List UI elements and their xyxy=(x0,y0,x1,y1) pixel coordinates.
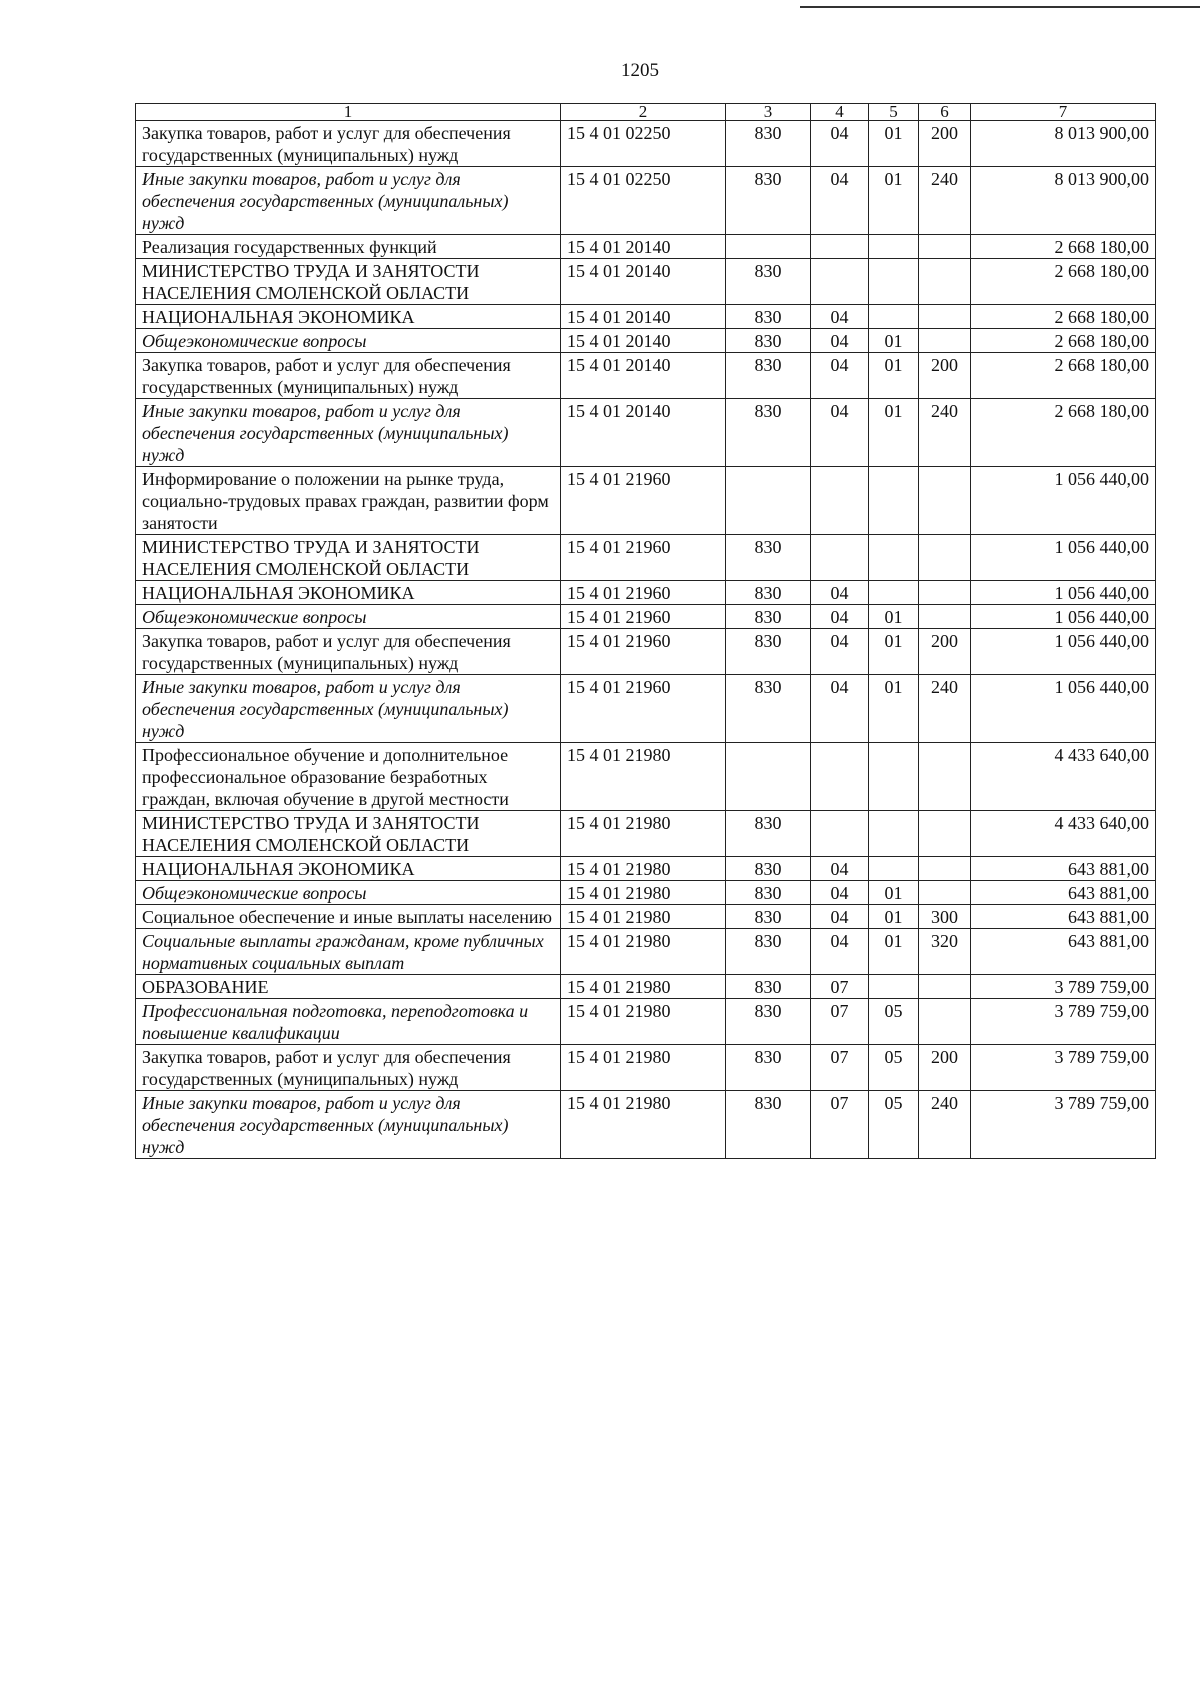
amount-cell: 4 433 640,00 xyxy=(971,811,1156,857)
section-code-cell: 04 xyxy=(811,929,869,975)
table-row xyxy=(136,811,1156,857)
expense-type-code-cell xyxy=(919,581,971,605)
amount-cell: 2 668 180,00 xyxy=(971,235,1156,259)
section-code-cell: 04 xyxy=(811,329,869,353)
target-code-cell: 15 4 01 21960 xyxy=(561,629,726,675)
subsection-code-cell: 01 xyxy=(869,605,919,629)
table-row xyxy=(136,605,1156,629)
table-row xyxy=(136,999,1156,1045)
item-name-cell: НАЦИОНАЛЬНАЯ ЭКОНОМИКА xyxy=(136,857,561,881)
column-header: 4 xyxy=(811,104,869,121)
amount-cell: 643 881,00 xyxy=(971,881,1156,905)
target-code-cell: 15 4 01 21980 xyxy=(561,905,726,929)
subsection-code-cell xyxy=(869,535,919,581)
amount-cell: 3 789 759,00 xyxy=(971,975,1156,999)
grbs-code-cell: 830 xyxy=(726,353,811,399)
column-header: 1 xyxy=(136,104,561,121)
section-code-cell: 04 xyxy=(811,605,869,629)
target-code-cell: 15 4 01 21980 xyxy=(561,1091,726,1159)
table-row xyxy=(136,881,1156,905)
scan-edge-line xyxy=(800,0,1200,8)
target-code-cell: 15 4 01 21980 xyxy=(561,881,726,905)
expense-type-code-cell: 200 xyxy=(919,629,971,675)
grbs-code-cell xyxy=(726,467,811,535)
grbs-code-cell: 830 xyxy=(726,929,811,975)
grbs-code-cell: 830 xyxy=(726,535,811,581)
target-code-cell: 15 4 01 20140 xyxy=(561,259,726,305)
item-name-cell: Общеэкономические вопросы xyxy=(136,329,561,353)
item-name-cell: Реализация государственных функций xyxy=(136,235,561,259)
grbs-code-cell: 830 xyxy=(726,675,811,743)
target-code-cell: 15 4 01 21980 xyxy=(561,929,726,975)
subsection-code-cell xyxy=(869,467,919,535)
item-name-cell: Профессиональная подготовка, переподготовка и повышение квалификации xyxy=(136,999,561,1045)
section-code-cell xyxy=(811,535,869,581)
amount-cell: 2 668 180,00 xyxy=(971,329,1156,353)
target-code-cell: 15 4 01 21960 xyxy=(561,675,726,743)
section-code-cell: 04 xyxy=(811,905,869,929)
table-row xyxy=(136,167,1156,235)
item-name-cell: Иные закупки товаров, работ и услуг для обеспечения государственных (муниципальных) нужд xyxy=(136,675,561,743)
item-name-cell: Закупка товаров, работ и услуг для обеспечения государственных (муниципальных) нужд xyxy=(136,353,561,399)
subsection-code-cell: 05 xyxy=(869,999,919,1045)
subsection-code-cell xyxy=(869,581,919,605)
amount-cell: 2 668 180,00 xyxy=(971,259,1156,305)
target-code-cell: 15 4 01 21960 xyxy=(561,535,726,581)
target-code-cell: 15 4 01 20140 xyxy=(561,329,726,353)
table-row xyxy=(136,235,1156,259)
amount-cell: 2 668 180,00 xyxy=(971,305,1156,329)
table-row xyxy=(136,259,1156,305)
subsection-code-cell: 01 xyxy=(869,629,919,675)
subsection-code-cell xyxy=(869,857,919,881)
subsection-code-cell: 01 xyxy=(869,167,919,235)
expense-type-code-cell xyxy=(919,999,971,1045)
expense-type-code-cell: 240 xyxy=(919,167,971,235)
amount-cell: 643 881,00 xyxy=(971,857,1156,881)
expense-type-code-cell: 240 xyxy=(919,399,971,467)
grbs-code-cell: 830 xyxy=(726,811,811,857)
amount-cell: 1 056 440,00 xyxy=(971,675,1156,743)
section-code-cell: 07 xyxy=(811,1045,869,1091)
column-header: 7 xyxy=(971,104,1156,121)
table-row xyxy=(136,305,1156,329)
amount-cell: 3 789 759,00 xyxy=(971,999,1156,1045)
target-code-cell: 15 4 01 21980 xyxy=(561,811,726,857)
grbs-code-cell: 830 xyxy=(726,905,811,929)
grbs-code-cell: 830 xyxy=(726,1091,811,1159)
subsection-code-cell xyxy=(869,259,919,305)
item-name-cell: Социальное обеспечение и иные выплаты населению xyxy=(136,905,561,929)
item-name-cell: МИНИСТЕРСТВО ТРУДА И ЗАНЯТОСТИ НАСЕЛЕНИЯ СМОЛЕНСКОЙ ОБЛАСТИ xyxy=(136,259,561,305)
grbs-code-cell: 830 xyxy=(726,399,811,467)
grbs-code-cell: 830 xyxy=(726,581,811,605)
expense-type-code-cell: 240 xyxy=(919,1091,971,1159)
table-row xyxy=(136,975,1156,999)
expense-type-code-cell xyxy=(919,881,971,905)
subsection-code-cell: 01 xyxy=(869,881,919,905)
section-code-cell: 04 xyxy=(811,305,869,329)
target-code-cell: 15 4 01 20140 xyxy=(561,399,726,467)
subsection-code-cell: 01 xyxy=(869,121,919,167)
item-name-cell: МИНИСТЕРСТВО ТРУДА И ЗАНЯТОСТИ НАСЕЛЕНИЯ СМОЛЕНСКОЙ ОБЛАСТИ xyxy=(136,535,561,581)
table-row xyxy=(136,581,1156,605)
target-code-cell: 15 4 01 20140 xyxy=(561,353,726,399)
table-row xyxy=(136,743,1156,811)
grbs-code-cell: 830 xyxy=(726,305,811,329)
target-code-cell: 15 4 01 02250 xyxy=(561,167,726,235)
expense-type-code-cell xyxy=(919,259,971,305)
item-name-cell: Профессиональное обучение и дополнительное профессиональное образование безработных граждан, включая обучение в другой местности xyxy=(136,743,561,811)
item-name-cell: НАЦИОНАЛЬНАЯ ЭКОНОМИКА xyxy=(136,305,561,329)
subsection-code-cell: 01 xyxy=(869,675,919,743)
column-header: 3 xyxy=(726,104,811,121)
expense-type-code-cell: 240 xyxy=(919,675,971,743)
subsection-code-cell: 01 xyxy=(869,399,919,467)
section-code-cell xyxy=(811,235,869,259)
budget-table xyxy=(135,103,1156,1159)
section-code-cell: 04 xyxy=(811,581,869,605)
column-header: 5 xyxy=(869,104,919,121)
section-code-cell: 04 xyxy=(811,629,869,675)
grbs-code-cell: 830 xyxy=(726,1045,811,1091)
amount-cell: 3 789 759,00 xyxy=(971,1045,1156,1091)
expense-type-code-cell xyxy=(919,535,971,581)
subsection-code-cell: 01 xyxy=(869,905,919,929)
target-code-cell: 15 4 01 20140 xyxy=(561,305,726,329)
amount-cell: 8 013 900,00 xyxy=(971,121,1156,167)
expense-type-code-cell: 200 xyxy=(919,353,971,399)
grbs-code-cell: 830 xyxy=(726,629,811,675)
amount-cell: 3 789 759,00 xyxy=(971,1091,1156,1159)
subsection-code-cell xyxy=(869,743,919,811)
grbs-code-cell: 830 xyxy=(726,259,811,305)
item-name-cell: Общеэкономические вопросы xyxy=(136,881,561,905)
subsection-code-cell xyxy=(869,811,919,857)
section-code-cell: 04 xyxy=(811,167,869,235)
amount-cell: 4 433 640,00 xyxy=(971,743,1156,811)
section-code-cell xyxy=(811,743,869,811)
grbs-code-cell: 830 xyxy=(726,167,811,235)
table-row xyxy=(136,857,1156,881)
expense-type-code-cell: 300 xyxy=(919,905,971,929)
subsection-code-cell: 01 xyxy=(869,353,919,399)
expense-type-code-cell xyxy=(919,467,971,535)
amount-cell: 1 056 440,00 xyxy=(971,535,1156,581)
section-code-cell: 07 xyxy=(811,1091,869,1159)
table-body xyxy=(136,121,1156,1159)
target-code-cell: 15 4 01 20140 xyxy=(561,235,726,259)
expense-type-code-cell xyxy=(919,329,971,353)
subsection-code-cell xyxy=(869,235,919,259)
target-code-cell: 15 4 01 21980 xyxy=(561,1045,726,1091)
table-row xyxy=(136,905,1156,929)
section-code-cell: 04 xyxy=(811,881,869,905)
section-code-cell: 04 xyxy=(811,857,869,881)
grbs-code-cell: 830 xyxy=(726,975,811,999)
target-code-cell: 15 4 01 21960 xyxy=(561,605,726,629)
amount-cell: 643 881,00 xyxy=(971,905,1156,929)
target-code-cell: 15 4 01 21980 xyxy=(561,743,726,811)
section-code-cell: 07 xyxy=(811,999,869,1045)
expense-type-code-cell xyxy=(919,811,971,857)
table-row xyxy=(136,1091,1156,1159)
grbs-code-cell xyxy=(726,235,811,259)
subsection-code-cell: 05 xyxy=(869,1045,919,1091)
expense-type-code-cell: 320 xyxy=(919,929,971,975)
target-code-cell: 15 4 01 21960 xyxy=(561,581,726,605)
item-name-cell: ОБРАЗОВАНИЕ xyxy=(136,975,561,999)
item-name-cell: Иные закупки товаров, работ и услуг для обеспечения государственных (муниципальных) нужд xyxy=(136,1091,561,1159)
item-name-cell: Закупка товаров, работ и услуг для обеспечения государственных (муниципальных) нужд xyxy=(136,1045,561,1091)
amount-cell: 643 881,00 xyxy=(971,929,1156,975)
grbs-code-cell: 830 xyxy=(726,605,811,629)
amount-cell: 1 056 440,00 xyxy=(971,629,1156,675)
amount-cell: 1 056 440,00 xyxy=(971,605,1156,629)
section-code-cell: 04 xyxy=(811,399,869,467)
grbs-code-cell: 830 xyxy=(726,329,811,353)
section-code-cell: 04 xyxy=(811,353,869,399)
amount-cell: 2 668 180,00 xyxy=(971,399,1156,467)
expense-type-code-cell: 200 xyxy=(919,1045,971,1091)
table-row xyxy=(136,535,1156,581)
target-code-cell: 15 4 01 21960 xyxy=(561,467,726,535)
subsection-code-cell: 05 xyxy=(869,1091,919,1159)
item-name-cell: Общеэкономические вопросы xyxy=(136,605,561,629)
section-code-cell: 07 xyxy=(811,975,869,999)
item-name-cell: Социальные выплаты гражданам, кроме публичных нормативных социальных выплат xyxy=(136,929,561,975)
expense-type-code-cell xyxy=(919,235,971,259)
expense-type-code-cell xyxy=(919,743,971,811)
table-row xyxy=(136,929,1156,975)
item-name-cell: Иные закупки товаров, работ и услуг для обеспечения государственных (муниципальных) нужд xyxy=(136,167,561,235)
subsection-code-cell: 01 xyxy=(869,329,919,353)
section-code-cell xyxy=(811,811,869,857)
table-row xyxy=(136,1045,1156,1091)
grbs-code-cell: 830 xyxy=(726,999,811,1045)
item-name-cell: Закупка товаров, работ и услуг для обеспечения государственных (муниципальных) нужд xyxy=(136,629,561,675)
table-row xyxy=(136,399,1156,467)
column-header: 2 xyxy=(561,104,726,121)
target-code-cell: 15 4 01 21980 xyxy=(561,999,726,1045)
table-row xyxy=(136,675,1156,743)
page-number: 1205 xyxy=(621,60,659,81)
expense-type-code-cell xyxy=(919,975,971,999)
expense-type-code-cell xyxy=(919,857,971,881)
expense-type-code-cell xyxy=(919,305,971,329)
section-code-cell: 04 xyxy=(811,121,869,167)
expense-type-code-cell: 200 xyxy=(919,121,971,167)
subsection-code-cell xyxy=(869,975,919,999)
target-code-cell: 15 4 01 21980 xyxy=(561,975,726,999)
table-row xyxy=(136,329,1156,353)
item-name-cell: Иные закупки товаров, работ и услуг для обеспечения государственных (муниципальных) нужд xyxy=(136,399,561,467)
section-code-cell xyxy=(811,467,869,535)
subsection-code-cell: 01 xyxy=(869,929,919,975)
expense-type-code-cell xyxy=(919,605,971,629)
target-code-cell: 15 4 01 02250 xyxy=(561,121,726,167)
table-row xyxy=(136,353,1156,399)
table-row xyxy=(136,629,1156,675)
section-code-cell xyxy=(811,259,869,305)
table-row xyxy=(136,121,1156,167)
section-code-cell: 04 xyxy=(811,675,869,743)
subsection-code-cell xyxy=(869,305,919,329)
grbs-code-cell: 830 xyxy=(726,857,811,881)
column-header: 6 xyxy=(919,104,971,121)
grbs-code-cell xyxy=(726,743,811,811)
amount-cell: 1 056 440,00 xyxy=(971,581,1156,605)
grbs-code-cell: 830 xyxy=(726,121,811,167)
target-code-cell: 15 4 01 21980 xyxy=(561,857,726,881)
grbs-code-cell: 830 xyxy=(726,881,811,905)
table-row xyxy=(136,467,1156,535)
amount-cell: 2 668 180,00 xyxy=(971,353,1156,399)
item-name-cell: Закупка товаров, работ и услуг для обеспечения государственных (муниципальных) нужд xyxy=(136,121,561,167)
amount-cell: 1 056 440,00 xyxy=(971,467,1156,535)
amount-cell: 8 013 900,00 xyxy=(971,167,1156,235)
item-name-cell: НАЦИОНАЛЬНАЯ ЭКОНОМИКА xyxy=(136,581,561,605)
item-name-cell: Информирование о положении на рынке труда, социально-трудовых правах граждан, развитии форм занятости xyxy=(136,467,561,535)
table-header-row xyxy=(136,104,1156,121)
item-name-cell: МИНИСТЕРСТВО ТРУДА И ЗАНЯТОСТИ НАСЕЛЕНИЯ СМОЛЕНСКОЙ ОБЛАСТИ xyxy=(136,811,561,857)
